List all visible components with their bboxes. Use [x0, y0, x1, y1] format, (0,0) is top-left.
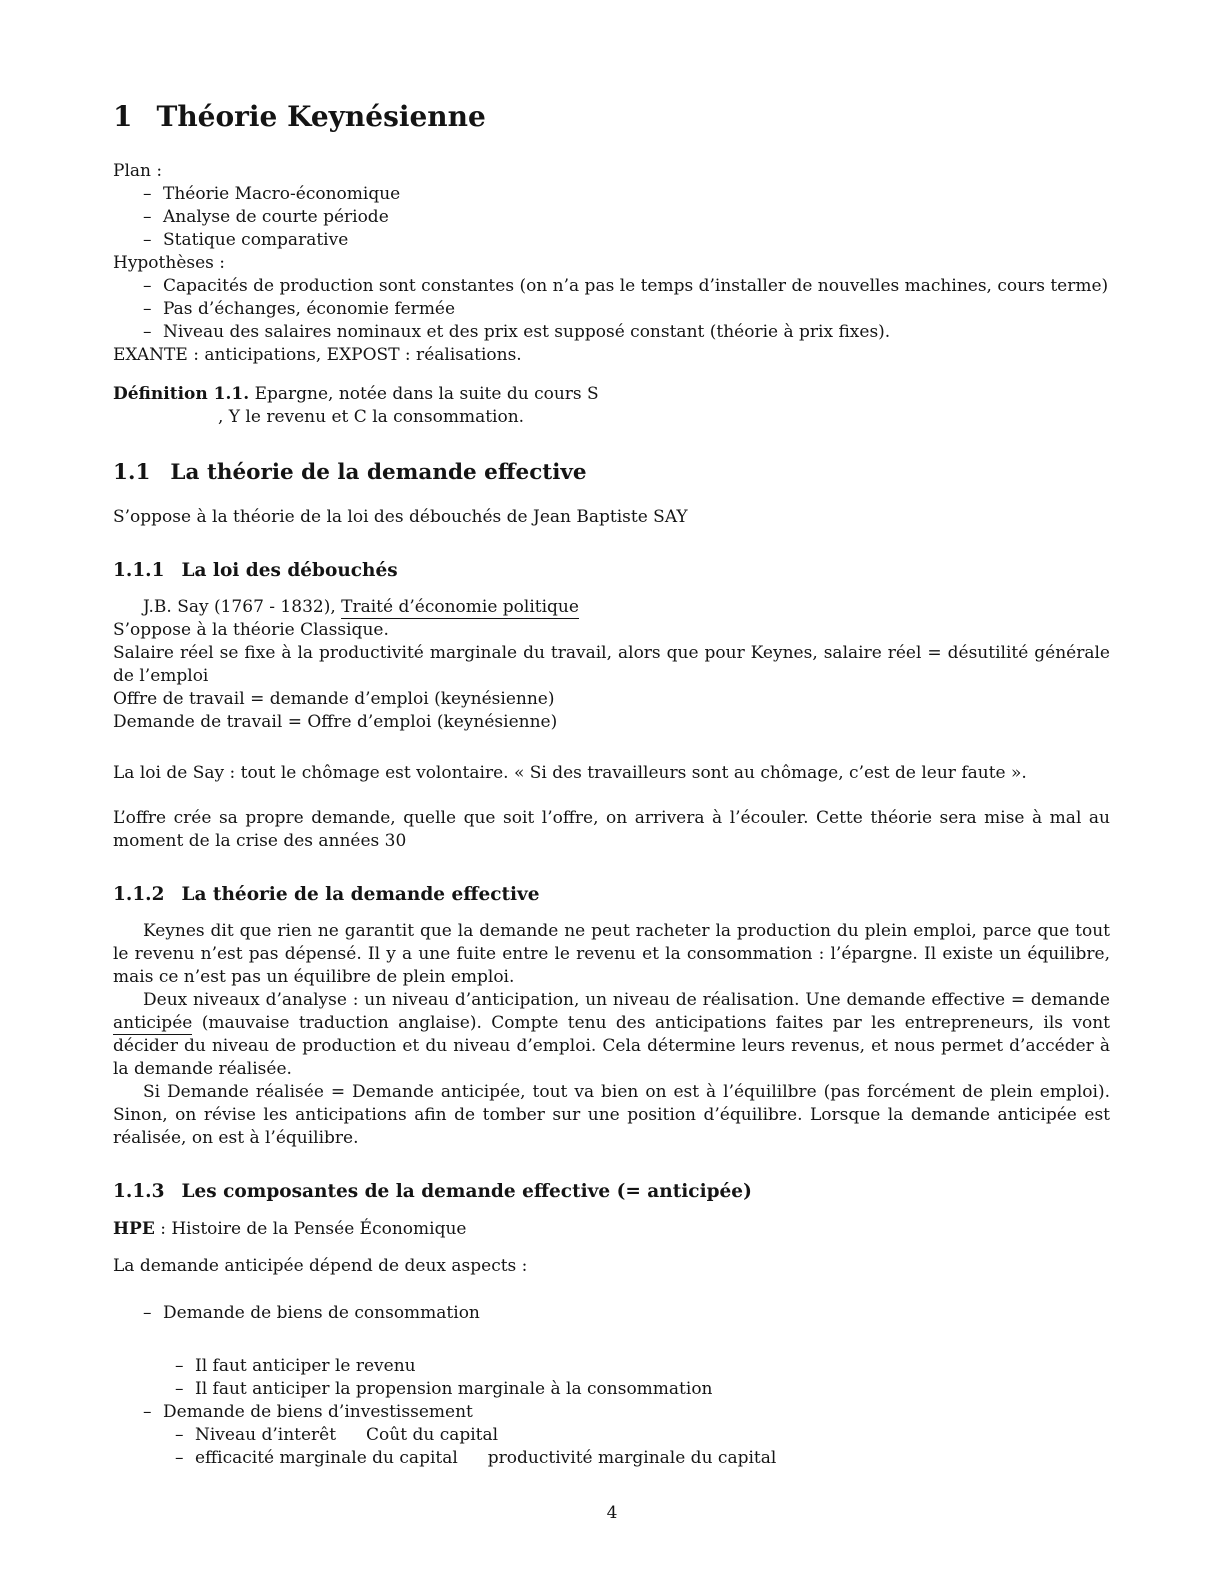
offer-demand-paragraph: L’offre crée sa propre demande, quelle que soit l’offre, on arrivera à l’écouler. Cette théorie sera mise à mal au moment de la crise des années 30: [113, 808, 1110, 851]
plan-item-text: Théorie Macro-économique: [163, 184, 401, 204]
dash-marker: –: [143, 276, 152, 296]
dash-marker: –: [143, 184, 152, 204]
demande-travail-line: Demande de travail = Offre d’emploi (keynésienne): [113, 712, 558, 732]
say-book-title: Traité d’économie politique: [341, 597, 579, 617]
hpe-text: : Histoire de la Pensée Économique: [154, 1219, 467, 1239]
aspects-intro-line: La demande anticipée dépend de deux aspects :: [113, 1256, 528, 1276]
anticipee-underlined: anticipée: [113, 1013, 193, 1033]
anticipate-propension-item: [113, 1378, 1110, 1401]
marginal-efficiency-item: [113, 1447, 1110, 1470]
anticipate-income-item: [113, 1355, 1110, 1378]
section-1-1-title: La théorie de la demande effective: [170, 460, 587, 485]
section-1-1-2-heading: [113, 883, 1110, 907]
marginal-productivity-text: productivité marginale du capital: [487, 1448, 777, 1468]
say-reference-paragraph: [113, 596, 1110, 619]
plan-item: [113, 183, 1110, 206]
plan-item-text: Statique comparative: [163, 230, 349, 250]
section-1-heading: [113, 100, 1110, 134]
dash-marker: –: [175, 1356, 184, 1376]
definition-line-2: , Y le revenu et C la consommation.: [218, 407, 525, 427]
section-1-1-1-heading: [113, 559, 1110, 583]
page-number: 4: [606, 1503, 618, 1523]
section-1-title: Théorie Keynésienne: [156, 100, 486, 133]
hypothesis-item: [113, 298, 1110, 321]
dash-marker: –: [175, 1448, 184, 1468]
plan-item: [113, 229, 1110, 252]
definition-line-1: [113, 383, 1110, 406]
section-1-1-3-number: 1.1.3: [113, 1181, 165, 1202]
interest-level-item: [113, 1424, 1110, 1447]
hpe-label: HPE: [113, 1219, 155, 1239]
deux-niveaux-pre: Deux niveaux d’analyse : un niveau d’anticipation, un niveau de réalisation. Une demande effective = demande: [143, 990, 1110, 1010]
definition-label: Définition 1.1.: [113, 384, 250, 404]
section-1-1-3-heading: [113, 1180, 1110, 1204]
hypothesis-item-text: Niveau des salaires nominaux et des prix est supposé constant (théorie à prix fixes).: [163, 322, 891, 342]
hypothesis-item: [113, 321, 1110, 344]
equilibre-paragraph: Si Demande réalisée = Demande anticipée, tout va bien on est à l’équililbre (pas forcément de plein emploi). Sinon, on révise les anticipations afin de tomber sur une position d’équilibre. Lorsque la demande anticipée est réalisée, on est à l’équilibre.: [113, 1082, 1110, 1148]
investment-demand-text: Demande de biens d’investissement: [163, 1402, 473, 1422]
capital-cost-text: Coût du capital: [366, 1425, 499, 1445]
consumption-demand-text: Demande de biens de consommation: [163, 1303, 480, 1323]
section-1-1-1-number: 1.1.1: [113, 560, 165, 581]
definition-text: Epargne, notée dans la suite du cours S: [254, 384, 599, 404]
anticipate-propension-text: Il faut anticiper la propension marginale à la consommation: [195, 1379, 713, 1399]
section-1-1-2-number: 1.1.2: [113, 884, 165, 905]
hypotheses-label: Hypothèses :: [113, 253, 226, 273]
dash-marker: –: [143, 1402, 152, 1422]
consumption-demand-item: [113, 1302, 1110, 1325]
dash-marker: –: [143, 207, 152, 227]
section-1-1-heading: [113, 459, 1110, 486]
plan-item-text: Analyse de courte période: [163, 207, 389, 227]
plan-item: [113, 206, 1110, 229]
section-1-1-1-title: La loi des débouchés: [181, 560, 398, 581]
section-1-1-number: 1.1: [113, 460, 151, 485]
hypothesis-item-text: Pas d’échanges, économie fermée: [163, 299, 456, 319]
deux-niveaux-post: (mauvaise traduction anglaise). Compte tenu des anticipations faites par les entrepreneurs, ils vont décider du niveau de production et du niveau d’emploi. Cela détermine leurs revenus, et nous permet d’accéder à la demande réalisée.: [113, 1013, 1110, 1079]
dash-marker: –: [175, 1425, 184, 1445]
section-1-number: 1: [113, 100, 133, 133]
keynes-paragraph: Keynes dit que rien ne garantit que la demande ne peut racheter la production du plein emploi, parce que tout le revenu n’est pas dépensé. Il y a une fuite entre le revenu et la consommation : l’épargne. Il existe un équilibre, mais ce n’est pas un équilibre de plein emploi.: [113, 921, 1110, 987]
salaire-reel-line: Salaire réel se fixe à la productivité marginale du travail, alors que pour Keynes, salaire réel = désutilité générale de l’emploi: [113, 643, 1110, 686]
dash-marker: –: [143, 299, 152, 319]
interest-level-text: Niveau d’interêt: [195, 1425, 337, 1445]
investment-demand-item: [113, 1401, 1110, 1424]
section-1-1-2-title: La théorie de la demande effective: [181, 884, 540, 905]
dash-marker: –: [143, 322, 152, 342]
marginal-efficiency-text: efficacité marginale du capital: [195, 1448, 458, 1468]
dash-marker: –: [143, 1303, 152, 1323]
anticipate-income-text: Il faut anticiper le revenu: [195, 1356, 416, 1376]
section-1-1-intro: S’oppose à la théorie de la loi des débouchés de Jean Baptiste SAY: [113, 507, 688, 527]
dash-marker: –: [175, 1379, 184, 1399]
plan-label: Plan :: [113, 161, 163, 181]
hypothesis-item-text: Capacités de production sont constantes (on n’a pas le temps d’installer de nouvelles machines, cours terme): [163, 276, 1109, 296]
say-law-paragraph: La loi de Say : tout le chômage est volontaire. « Si des travailleurs sont au chômage, c’est de leur faute ».: [113, 763, 1027, 783]
hpe-line: [113, 1218, 1110, 1241]
dash-marker: –: [143, 230, 152, 250]
classique-line: S’oppose à la théorie Classique.: [113, 620, 389, 640]
exante-line: EXANTE : anticipations, EXPOST : réalisations.: [113, 345, 522, 365]
offre-travail-line: Offre de travail = demande d’emploi (keynésienne): [113, 689, 555, 709]
section-1-1-3-title: Les composantes de la demande effective (= anticipée): [181, 1181, 752, 1202]
deux-niveaux-paragraph: [113, 989, 1110, 1081]
definition-1-1: [113, 383, 1110, 429]
hypothesis-item: [113, 275, 1110, 298]
say-reference-pre: J.B. Say (1767 - 1832),: [143, 597, 342, 617]
